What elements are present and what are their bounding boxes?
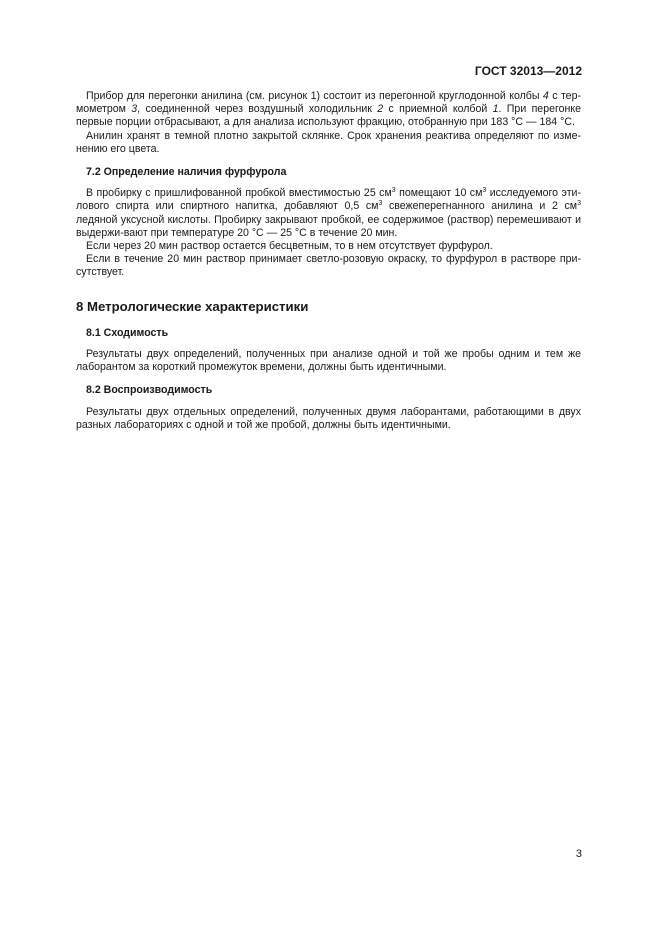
paragraph-apparatus: Прибор для перегонки анилина (см. рисунок 1) состоит из перегонной круглодонной колбы 4 с тер-мометром 3, соединенной через воздушный холодильник 2 с приемной колбой 1. При перегонке первые порции отбрасывают, а для анализа используют фракцию, отобранную при 183 °С — 184 °С. <box>76 90 582 129</box>
paragraph-result-colorless: Если через 20 мин раствор остается бесцветным, то в нем отсутствует фурфурол. <box>86 240 493 253</box>
document-code: ГОСТ 32013—2012 <box>474 64 582 78</box>
paragraph-repeatability: Результаты двух определений, полученных при анализе одной и той же пробы одним и тем же лаборантом за короткий промежуток времени, должны быть идентичными. <box>76 348 581 374</box>
page-number: 3 <box>575 848 582 860</box>
page-content <box>76 90 581 432</box>
section-7-2-heading: 7.2 Определение наличия фурфурола <box>86 166 287 179</box>
section-8-heading: 8 Метрологические характеристики <box>76 298 309 314</box>
section-8-1-heading: 8.1 Сходимость <box>86 326 169 339</box>
paragraph-storage: Анилин хранят в темной плотно закрытой склянке. Срок хранения реактива определяют по изме-нению его цвета. <box>76 129 581 155</box>
paragraph-reproducibility: Результаты двух отдельных определений, полученных двумя лаборантами, работающими в двух разных лабораториях с одной и той же пробой, должны быть идентичными. <box>76 405 581 431</box>
paragraph-procedure: В пробирку с пришлифованной пробкой вместимостью 25 $см^3$ помещают 10 $см^3$ исследуемого эти-лового спирта или спиртного напитка, добавляют 0,5 $см^3$ свежеперегнанного анилина и 2 $см^3$ ледяной уксусной кислоты. Пробирку закрывают пробкой, ее содержимое (раствор) перемешивают и выдержи-вают при температуре 20 °С — 25 °С в течение 20 мин. <box>76 187 581 239</box>
paragraph-result-pink: Если в течение 20 мин раствор принимает светло-розовую окраску, то фурфурол в растворе при-сутствует. <box>76 253 581 279</box>
section-8-2-heading: 8.2 Воспроизводимость <box>86 384 213 397</box>
